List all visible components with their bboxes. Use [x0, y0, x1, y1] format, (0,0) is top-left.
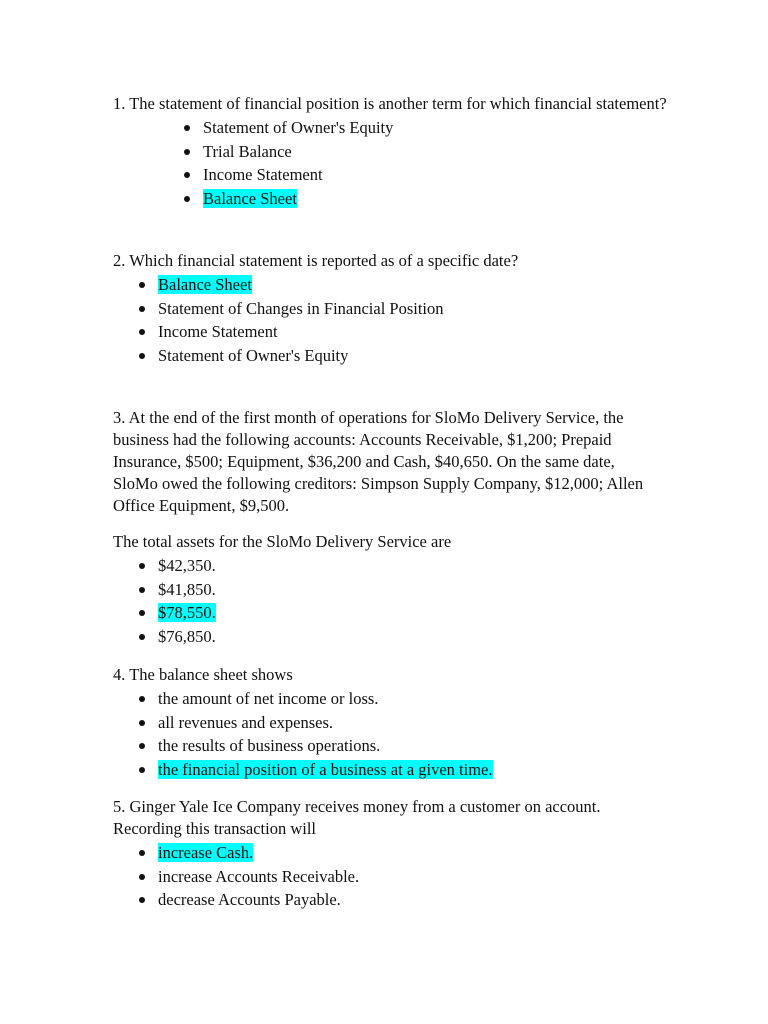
- bullet-icon: [184, 172, 190, 178]
- option-text: $76,850.: [158, 626, 216, 646]
- option-text: all revenues and expenses.: [158, 712, 334, 732]
- option-item: [158, 711, 673, 735]
- correct-answer-highlight: Balance Sheet: [158, 275, 252, 294]
- option-item: [158, 297, 673, 321]
- option-item: [203, 140, 673, 164]
- option-item: [158, 554, 673, 578]
- bullet-icon: [184, 149, 190, 155]
- option-text: increase Accounts Receivable.: [158, 866, 360, 886]
- bullet-icon: [139, 767, 145, 773]
- option-list: [113, 841, 673, 912]
- bullet-icon: [139, 897, 145, 903]
- option-item: [158, 734, 673, 758]
- question-5: [113, 796, 673, 912]
- option-item: [203, 163, 673, 187]
- bullet-icon: [184, 196, 190, 202]
- option-text: Trial Balance: [203, 141, 292, 161]
- bullet-icon: [139, 720, 145, 726]
- bullet-icon: [139, 743, 145, 749]
- option-item: [203, 116, 673, 140]
- correct-answer-highlight: the financial position of a business at a given time.: [158, 759, 493, 779]
- option-item: [203, 187, 673, 211]
- option-text: Income Statement: [158, 322, 278, 341]
- option-item: [158, 687, 673, 711]
- bullet-icon: [139, 353, 145, 359]
- option-item: [158, 578, 673, 602]
- option-item: [158, 273, 673, 297]
- option-item: [158, 601, 673, 625]
- question-text: 2. Which financial statement is reported as of a specific date?: [113, 251, 519, 270]
- option-item: [158, 320, 673, 344]
- option-list: [113, 273, 673, 367]
- question-3: [113, 531, 673, 648]
- question-text: 1. The statement of financial position is another term for which financial statement?: [113, 94, 667, 113]
- option-item: [158, 865, 673, 889]
- question-1: [113, 93, 673, 210]
- option-text: $42,350.: [158, 556, 216, 575]
- bullet-icon: [139, 874, 145, 880]
- bullet-icon: [139, 634, 145, 640]
- bullet-icon: [139, 563, 145, 569]
- correct-answer-highlight: Balance Sheet: [203, 188, 297, 208]
- option-text: Statement of Owner's Equity: [203, 118, 394, 137]
- option-text: Statement of Owner's Equity: [158, 345, 349, 365]
- bullet-icon: [139, 282, 145, 288]
- option-text: Statement of Changes in Financial Position: [158, 298, 444, 318]
- bullet-icon: [139, 696, 145, 702]
- option-text: decrease Accounts Payable.: [158, 890, 341, 909]
- bullet-icon: [139, 306, 145, 312]
- question-2: [113, 250, 673, 367]
- correct-answer-highlight: increase Cash.: [158, 843, 254, 862]
- bullet-icon: [139, 610, 145, 616]
- bullet-icon: [184, 125, 190, 131]
- option-list: [113, 687, 673, 781]
- question-3-intro: 3. At the end of the first month of operations for SloMo Delivery Service, the business had the following accounts: Accounts Receivable, $1,200; Prepaid Insurance, $500; Equipment, $36,200 and Cash, $40,650. On the same date, SloMo owed the following creditors: Simpson Supply Company, $12,000; Allen Office Equipment, $9,500.: [113, 408, 644, 515]
- option-list: [113, 116, 673, 210]
- option-item: [158, 758, 673, 782]
- option-item: [158, 625, 673, 649]
- question-text: 5. Ginger Yale Ice Company receives money from a customer on account. Recording this transaction will: [113, 797, 601, 838]
- correct-answer-highlight: $78,550.: [158, 603, 216, 622]
- bullet-icon: [139, 850, 145, 856]
- bullet-icon: [139, 329, 145, 335]
- question-text: 4. The balance sheet shows: [113, 665, 293, 684]
- option-item: [158, 344, 673, 368]
- option-item: [158, 841, 673, 865]
- option-list: [113, 554, 673, 648]
- option-item: [158, 888, 673, 912]
- question-text: The total assets for the SloMo Delivery Service are: [113, 532, 452, 551]
- option-text: Income Statement: [203, 165, 323, 184]
- option-text: the results of business operations.: [158, 736, 381, 755]
- question-4: [113, 664, 673, 781]
- option-text: the amount of net income or loss.: [158, 689, 379, 708]
- option-text: $41,850.: [158, 579, 216, 599]
- bullet-icon: [139, 587, 145, 593]
